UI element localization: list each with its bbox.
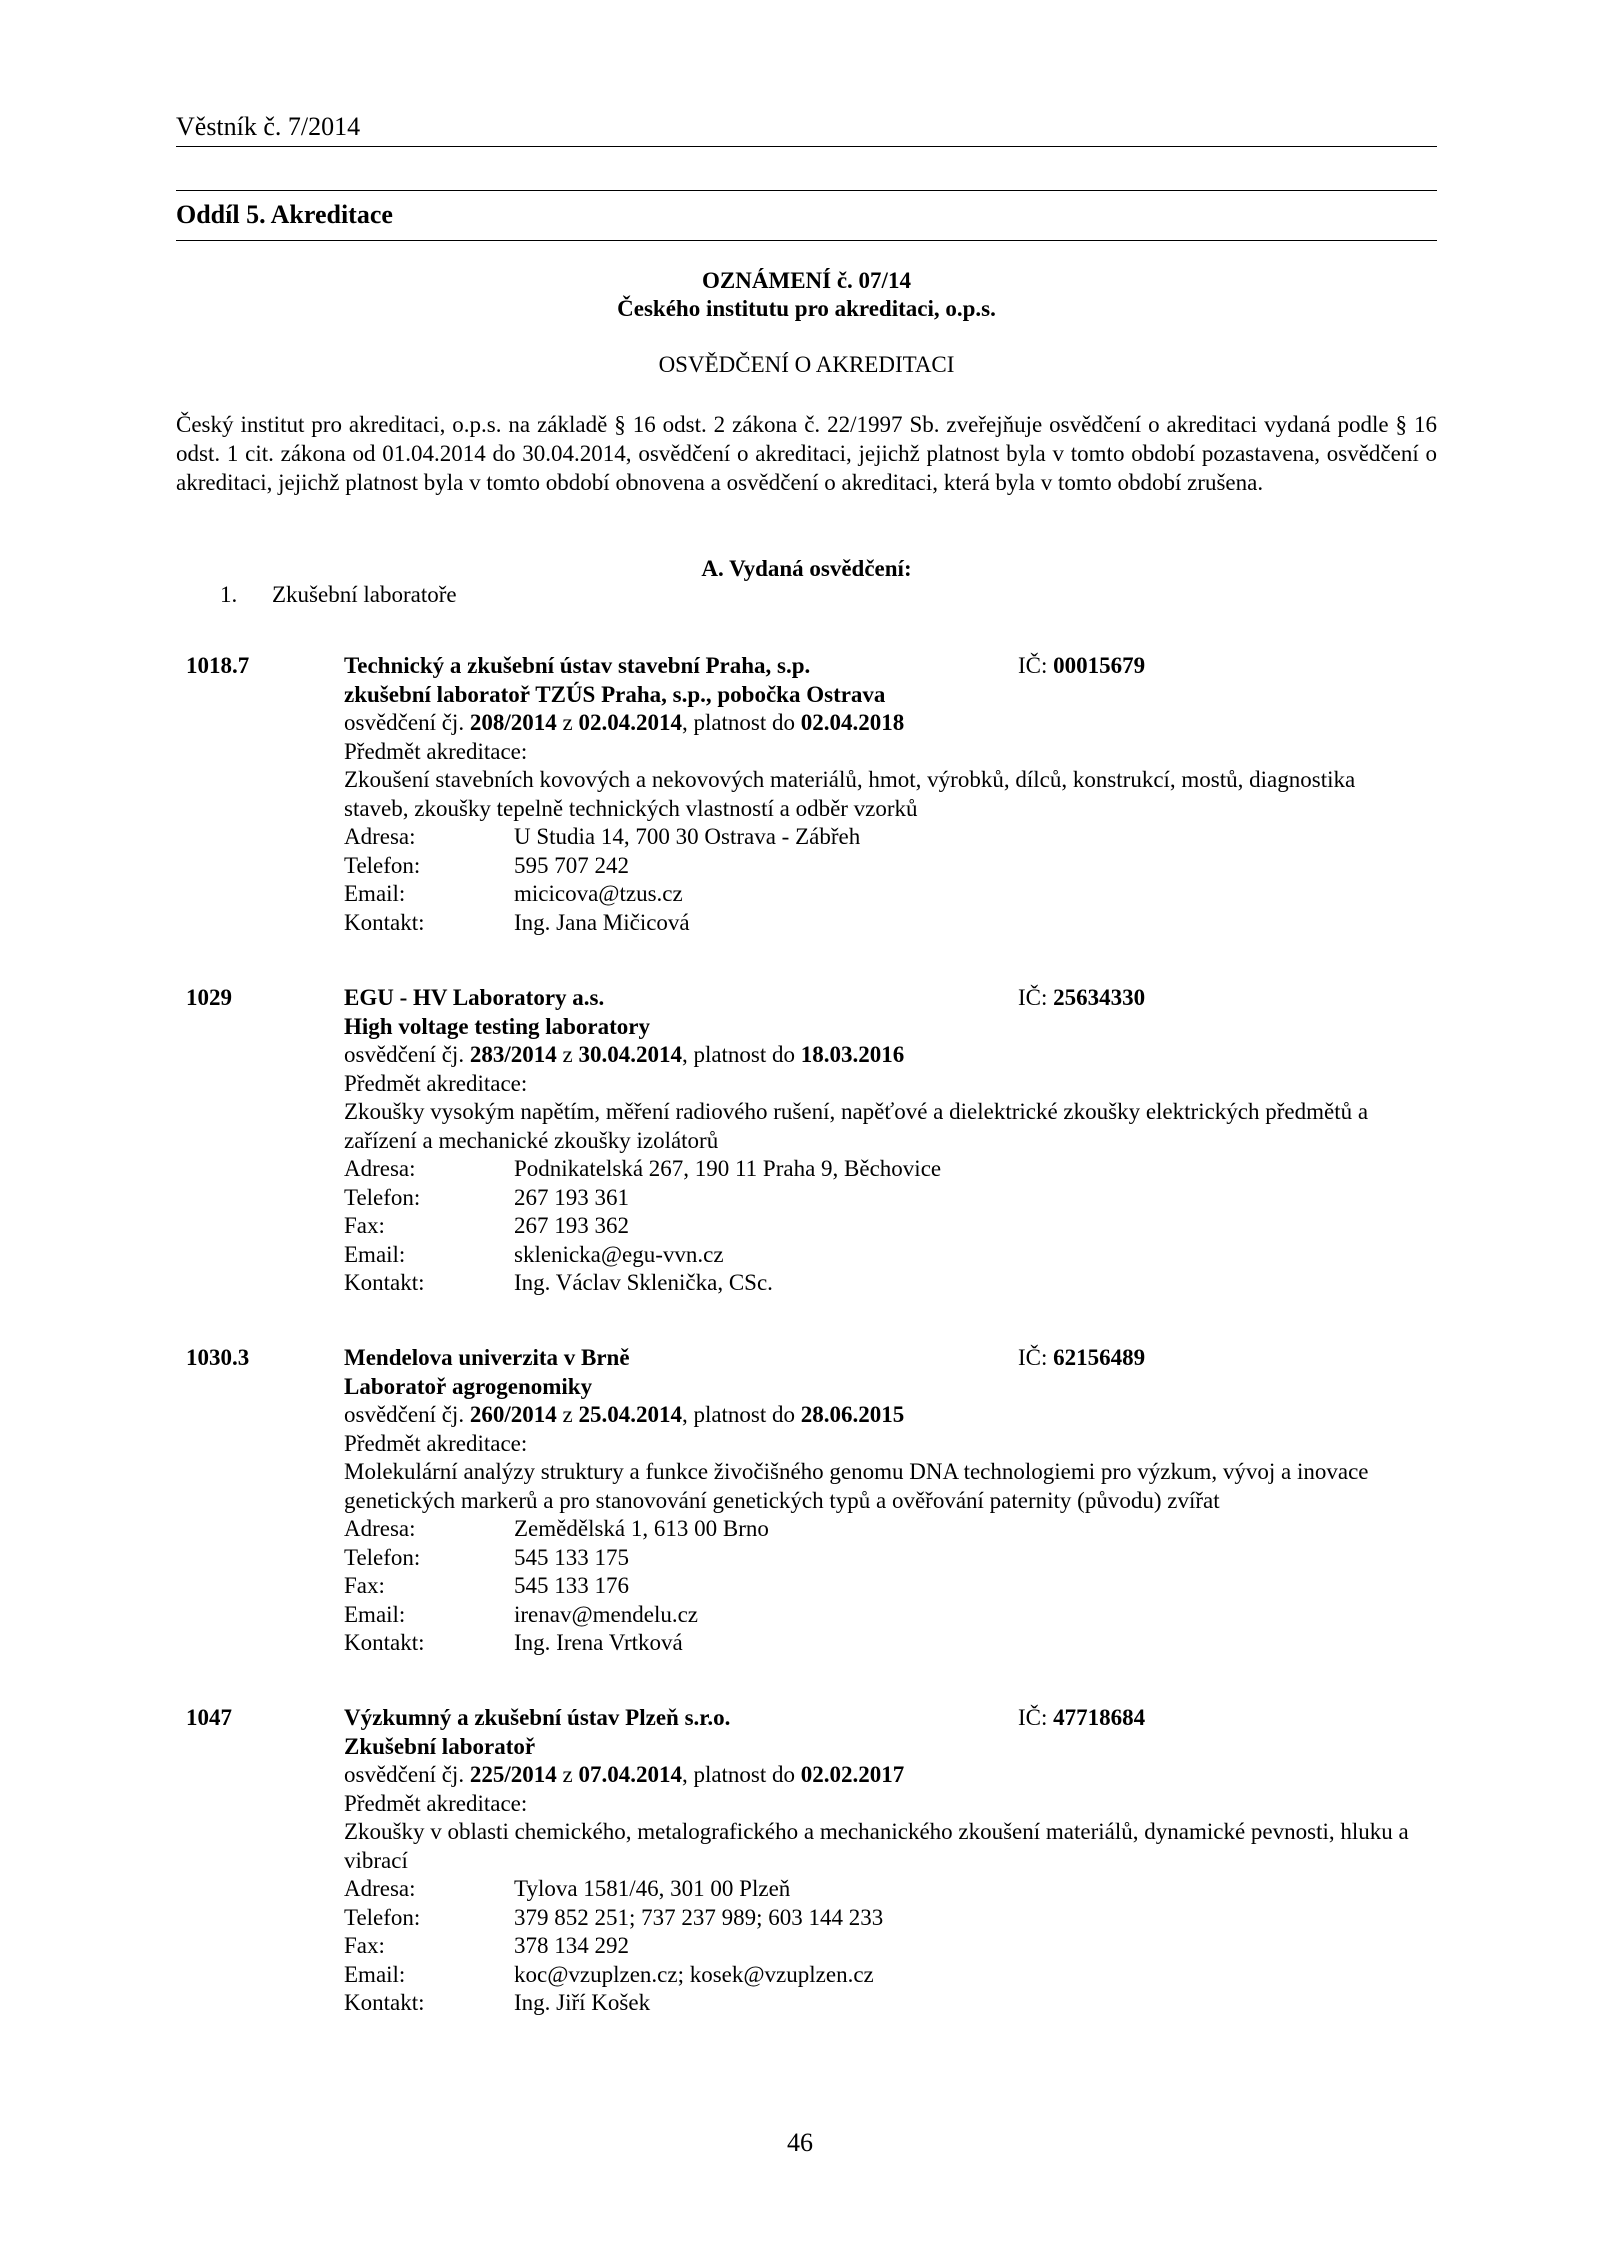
address-value: U Studia 14, 700 30 Ostrava - Zábřeh [514, 824, 861, 849]
valid-until: 28.06.2015 [800, 1402, 905, 1427]
email-row [344, 1241, 1437, 1270]
fax-row [344, 1572, 1437, 1601]
contact-value: Ing. Václav Sklenička, CSc. [514, 1270, 773, 1295]
contact-label: Kontakt: [344, 909, 425, 935]
fax-value: 378 134 292 [514, 1933, 629, 1958]
cert-valid-label: , platnost do [681, 710, 796, 735]
notice-title: OZNÁMENÍ č. 07/14 [702, 268, 911, 293]
entry-number: 1047 [186, 1705, 232, 1730]
notice-subtitle: OSVĚDČENÍ O AKREDITACI [658, 352, 955, 377]
phone-label: Telefon: [344, 1904, 421, 1930]
cert-valid-label: , platnost do [681, 1402, 796, 1427]
phone-row [344, 1184, 1437, 1213]
ic-label: IČ: [1018, 653, 1048, 678]
ic-label: IČ: [1018, 985, 1048, 1010]
cert-prefix: osvědčení čj. [344, 1042, 465, 1067]
contact-row [344, 909, 1437, 938]
email-row [344, 1601, 1437, 1630]
email-value: koc@vzuplzen.cz; kosek@vzuplzen.cz [514, 1961, 874, 1987]
phone-row [344, 1544, 1437, 1573]
cert-date: 25.04.2014 [578, 1402, 682, 1427]
fax-row [344, 1212, 1437, 1241]
fax-row [344, 1932, 1437, 1961]
address-label: Adresa: [344, 1516, 416, 1541]
ic-value: 00015679 [1053, 653, 1146, 678]
section-rule-top [176, 190, 1437, 191]
address-label: Adresa: [344, 1156, 416, 1181]
contact-row [344, 1989, 1437, 2018]
cert-from: z [562, 1762, 573, 1787]
phone-value: 545 133 175 [514, 1544, 629, 1570]
ic-value: 25634330 [1053, 985, 1146, 1010]
ic-value: 47718684 [1053, 1705, 1146, 1730]
phone-row [344, 1904, 1437, 1933]
email-row [344, 880, 1437, 909]
phone-value: 595 707 242 [514, 852, 629, 878]
email-label: Email: [344, 1241, 406, 1267]
scope-label: Předmět akreditace: [344, 1430, 528, 1456]
scope-label: Předmět akreditace: [344, 1790, 528, 1816]
laboratory-name: zkušební laboratoř TZÚS Praha, s.p., pobočka Ostrava [344, 681, 886, 707]
part-a-title: A. Vydaná osvědčení: [701, 556, 912, 581]
address-row [344, 823, 1437, 852]
phone-value: 379 852 251; 737 237 989; 603 144 233 [514, 1904, 884, 1930]
certificate-line [344, 1761, 1437, 1790]
ic-label: IČ: [1018, 1345, 1048, 1370]
phone-label: Telefon: [344, 1544, 421, 1570]
cert-valid-label: , platnost do [681, 1762, 796, 1787]
organization-name: Technický a zkušební ústav stavební Praha, s.p. [344, 653, 811, 678]
contact-label: Kontakt: [344, 1270, 425, 1295]
cert-from: z [562, 1402, 573, 1427]
contact-label: Kontakt: [344, 1630, 425, 1655]
address-value: Tylova 1581/46, 301 00 Plzeň [514, 1876, 791, 1901]
contact-row [344, 1629, 1437, 1658]
intro-paragraph: Český institut pro akreditaci, o.p.s. na základě § 16 odst. 2 zákona č. 22/1997 Sb. zveřejňuje osvědčení o akreditaci vydaná podle § 16 odst. 1 cit. zákona od 01.04.2014 do 30.04.2014, osvědčení o akreditaci, jejichž platnost byla v tomto období pozastavena, osvědčení o akreditaci, jejichž platnost byla v tomto období obnovena a osvědčení o akreditaci, která byla v tomto období zrušena. [176, 412, 1437, 495]
section-rule-bottom [176, 240, 1437, 241]
laboratory-name: High voltage testing laboratory [344, 1013, 650, 1039]
valid-until: 02.02.2017 [800, 1762, 905, 1787]
cert-from: z [562, 710, 573, 735]
entry-number: 1018.7 [186, 653, 250, 678]
address-value: Podnikatelská 267, 190 11 Praha 9, Běchovice [514, 1156, 942, 1181]
address-value: Zemědělská 1, 613 00 Brno [514, 1516, 769, 1541]
email-value: micicova@tzus.cz [514, 881, 683, 906]
page-number: 46 [787, 2128, 813, 2157]
cert-date: 30.04.2014 [578, 1042, 682, 1067]
email-row [344, 1961, 1437, 1990]
valid-until: 02.04.2018 [800, 710, 905, 735]
cert-number: 283/2014 [469, 1042, 557, 1067]
header-rule [176, 146, 1437, 147]
fax-value: 267 193 362 [514, 1213, 629, 1238]
address-row [344, 1875, 1437, 1904]
scope-text: Zkoušky v oblasti chemického, metalografického a mechanického zkoušení materiálů, dynamické pevnosti, hluku a vibrací [344, 1819, 1409, 1873]
cert-prefix: osvědčení čj. [344, 710, 465, 735]
email-value: sklenicka@egu-vvn.cz [514, 1241, 724, 1267]
fax-value: 545 133 176 [514, 1573, 629, 1598]
cert-date: 02.04.2014 [578, 710, 682, 735]
cert-number: 225/2014 [469, 1762, 557, 1787]
email-label: Email: [344, 1601, 406, 1627]
address-label: Adresa: [344, 1876, 416, 1901]
scope-text: Zkoušení stavebních kovových a nekovových materiálů, hmot, výrobků, dílců, konstrukcí, mostů, diagnostika staveb, zkoušky tepelně technických vlastností a odběr vzorků [344, 767, 1356, 821]
address-label: Adresa: [344, 824, 416, 849]
laboratory-name: Laboratoř agrogenomiky [344, 1373, 593, 1399]
entry-number: 1029 [186, 985, 232, 1010]
organization-name: Mendelova univerzita v Brně [344, 1345, 630, 1370]
cert-from: z [562, 1042, 573, 1067]
cert-number: 260/2014 [469, 1402, 557, 1427]
email-label: Email: [344, 1961, 406, 1987]
contact-value: Ing. Irena Vrtková [514, 1630, 683, 1655]
contact-label: Kontakt: [344, 1990, 425, 2015]
scope-label: Předmět akreditace: [344, 738, 528, 764]
certificate-line [344, 1041, 1437, 1070]
running-header: Věstník č. 7/2014 [176, 112, 361, 141]
organization-name: EGU - HV Laboratory a.s. [344, 985, 605, 1010]
ic-label: IČ: [1018, 1705, 1048, 1730]
fax-label: Fax: [344, 1933, 385, 1958]
address-row [344, 1155, 1437, 1184]
scope-label: Předmět akreditace: [344, 1070, 528, 1096]
cert-date: 07.04.2014 [578, 1762, 682, 1787]
phone-label: Telefon: [344, 1184, 421, 1210]
contact-value: Ing. Jiří Košek [514, 1990, 651, 2015]
email-value: irenav@mendelu.cz [514, 1601, 699, 1627]
address-row [344, 1515, 1437, 1544]
category-label: Zkušební laboratoře [272, 582, 457, 607]
phone-row [344, 852, 1437, 881]
notice-issuer: Českého institutu pro akreditaci, o.p.s. [617, 296, 996, 321]
fax-label: Fax: [344, 1213, 385, 1238]
contact-value: Ing. Jana Mičicová [514, 909, 690, 935]
scope-text: Zkoušky vysokým napětím, měření radiového rušení, napěťové a dielektrické zkoušky elektrických předmětů a zařízení a mechanické zkoušky izolátorů [344, 1099, 1369, 1153]
certificate-line [344, 1401, 1437, 1430]
cert-prefix: osvědčení čj. [344, 1762, 465, 1787]
email-label: Email: [344, 881, 406, 906]
entry-number: 1030.3 [186, 1345, 250, 1370]
contact-row [344, 1269, 1437, 1298]
cert-prefix: osvědčení čj. [344, 1402, 465, 1427]
fax-label: Fax: [344, 1573, 385, 1598]
certificate-line [344, 709, 1437, 738]
laboratory-name: Zkušební laboratoř [344, 1733, 536, 1759]
cert-number: 208/2014 [469, 710, 557, 735]
category-number: 1. [220, 582, 238, 607]
ic-value: 62156489 [1053, 1345, 1146, 1370]
phone-value: 267 193 361 [514, 1184, 629, 1210]
organization-name: Výzkumný a zkušební ústav Plzeň s.r.o. [344, 1705, 731, 1730]
phone-label: Telefon: [344, 852, 421, 878]
scope-text: Molekulární analýzy struktury a funkce živočišného genomu DNA technologiemi pro výzkum, vývoj a inovace genetických markerů a pro stanovování genetických typů a ověřování paternity (původu) zvířat [344, 1459, 1369, 1513]
cert-valid-label: , platnost do [681, 1042, 796, 1067]
section-title: Oddíl 5. Akreditace [176, 200, 393, 229]
valid-until: 18.03.2016 [800, 1042, 905, 1067]
